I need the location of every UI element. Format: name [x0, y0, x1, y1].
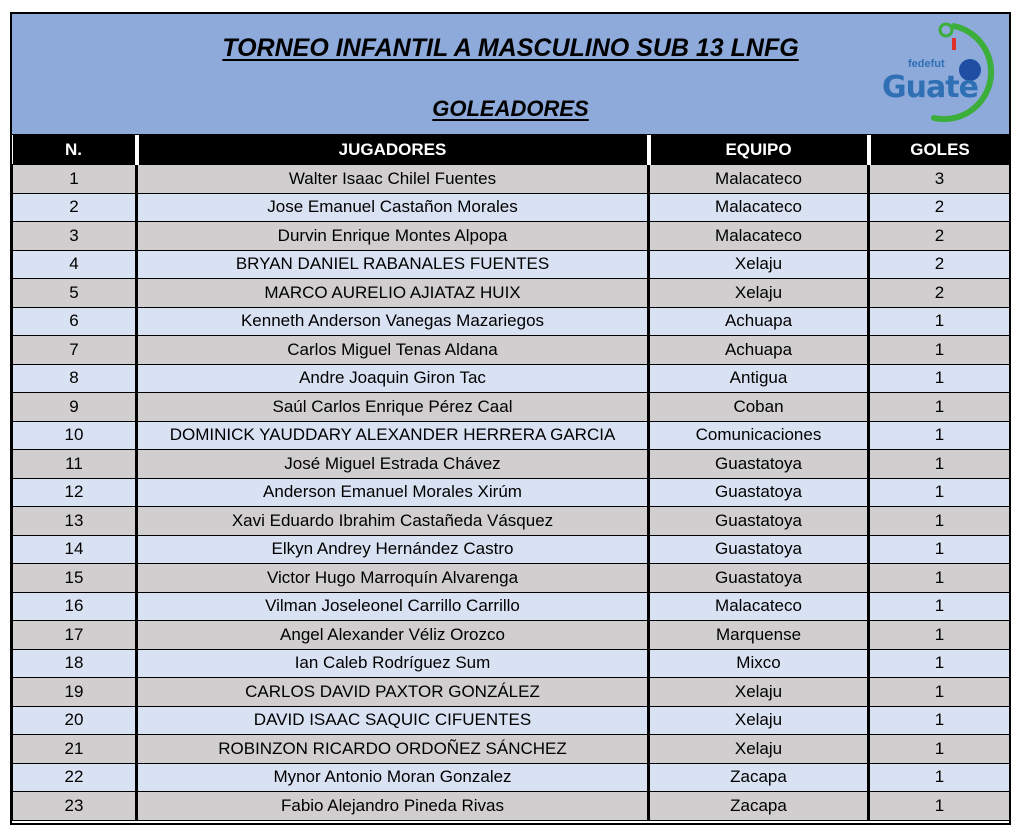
- cell-player: José Miguel Estrada Chávez: [137, 450, 649, 479]
- logo-text: Guate: [882, 70, 978, 105]
- cell-player: Jose Emanuel Castañon Morales: [137, 193, 649, 222]
- cell-team: Zacapa: [649, 763, 869, 792]
- section-subtitle: GOLEADORES: [432, 96, 589, 121]
- table-row: [13, 336, 1010, 365]
- table-row: [13, 592, 1010, 621]
- cell-number: 22: [13, 763, 137, 792]
- cell-number: 16: [13, 592, 137, 621]
- column-header-team: EQUIPO: [649, 135, 869, 165]
- table-row: [13, 193, 1010, 222]
- cell-team: Xelaju: [649, 678, 869, 707]
- cell-goals: 1: [869, 735, 1010, 764]
- table-row: [13, 478, 1010, 507]
- cell-goals: 1: [869, 706, 1010, 735]
- cell-team: Xelaju: [649, 706, 869, 735]
- cell-player: Fabio Alejandro Pineda Rivas: [137, 792, 649, 821]
- scorers-table: [12, 135, 1010, 821]
- cell-player: Durvin Enrique Montes Alpopa: [137, 222, 649, 251]
- table-row: [13, 706, 1010, 735]
- table-body: [13, 165, 1010, 821]
- cell-number: 21: [13, 735, 137, 764]
- cell-player: Andre Joaquin Giron Tac: [137, 364, 649, 393]
- cell-player: CARLOS DAVID PAXTOR GONZÁLEZ: [137, 678, 649, 707]
- cell-player: Carlos Miguel Tenas Aldana: [137, 336, 649, 365]
- cell-goals: 1: [869, 792, 1010, 821]
- cell-player: Xavi Eduardo Ibrahim Castañeda Vásquez: [137, 507, 649, 536]
- cell-number: 12: [13, 478, 137, 507]
- cell-team: Guastatoya: [649, 564, 869, 593]
- table-row: [13, 279, 1010, 308]
- cell-team: Antigua: [649, 364, 869, 393]
- cell-team: Guastatoya: [649, 450, 869, 479]
- cell-team: Achuapa: [649, 307, 869, 336]
- cell-team: Malacateco: [649, 193, 869, 222]
- cell-goals: 1: [869, 364, 1010, 393]
- cell-player: Anderson Emanuel Morales Xirúm: [137, 478, 649, 507]
- cell-number: 10: [13, 421, 137, 450]
- table-header-row: [13, 135, 1010, 165]
- cell-team: Coban: [649, 393, 869, 422]
- table-row: [13, 735, 1010, 764]
- cell-goals: 1: [869, 649, 1010, 678]
- cell-goals: 1: [869, 621, 1010, 650]
- cell-goals: 1: [869, 678, 1010, 707]
- cell-player: Walter Isaac Chilel Fuentes: [137, 165, 649, 194]
- table-row: [13, 564, 1010, 593]
- logo-small-text: fedefut: [908, 58, 945, 70]
- cell-number: 23: [13, 792, 137, 821]
- table-row: [13, 792, 1010, 821]
- cell-goals: 1: [869, 336, 1010, 365]
- cell-goals: 1: [869, 393, 1010, 422]
- column-header-player: JUGADORES: [137, 135, 649, 165]
- cell-number: 20: [13, 706, 137, 735]
- cell-goals: 1: [869, 592, 1010, 621]
- cell-team: Xelaju: [649, 279, 869, 308]
- table-row: [13, 649, 1010, 678]
- table-row: [13, 307, 1010, 336]
- cell-player: Mynor Antonio Moran Gonzalez: [137, 763, 649, 792]
- cell-number: 14: [13, 535, 137, 564]
- cell-goals: 2: [869, 193, 1010, 222]
- cell-team: Zacapa: [649, 792, 869, 821]
- cell-player: DAVID ISAAC SAQUIC CIFUENTES: [137, 706, 649, 735]
- table-row: [13, 222, 1010, 251]
- cell-goals: 1: [869, 421, 1010, 450]
- cell-number: 3: [13, 222, 137, 251]
- table-row: [13, 364, 1010, 393]
- cell-number: 4: [13, 250, 137, 279]
- cell-team: Guastatoya: [649, 478, 869, 507]
- cell-player: Kenneth Anderson Vanegas Mazariegos: [137, 307, 649, 336]
- cell-player: MARCO AURELIO AJIATAZ HUIX: [137, 279, 649, 308]
- table-row: [13, 450, 1010, 479]
- cell-team: Malacateco: [649, 222, 869, 251]
- cell-team: Marquense: [649, 621, 869, 650]
- cell-team: Comunicaciones: [649, 421, 869, 450]
- cell-team: Xelaju: [649, 735, 869, 764]
- cell-number: 19: [13, 678, 137, 707]
- cell-player: Vilman Joseleonel Carrillo Carrillo: [137, 592, 649, 621]
- cell-number: 5: [13, 279, 137, 308]
- cell-number: 11: [13, 450, 137, 479]
- cell-number: 18: [13, 649, 137, 678]
- cell-team: Guastatoya: [649, 535, 869, 564]
- cell-number: 8: [13, 364, 137, 393]
- cell-number: 7: [13, 336, 137, 365]
- cell-player: ROBINZON RICARDO ORDOÑEZ SÁNCHEZ: [137, 735, 649, 764]
- cell-player: Saúl Carlos Enrique Pérez Caal: [137, 393, 649, 422]
- column-header-number: N.: [13, 135, 137, 165]
- cell-number: 9: [13, 393, 137, 422]
- table-row: [13, 393, 1010, 422]
- cell-goals: 1: [869, 307, 1010, 336]
- column-header-goals: GOLES: [869, 135, 1010, 165]
- table-row: [13, 763, 1010, 792]
- fedefut-logo: [874, 18, 1004, 126]
- cell-goals: 1: [869, 564, 1010, 593]
- cell-player: Elkyn Andrey Hernández Castro: [137, 535, 649, 564]
- cell-team: Guastatoya: [649, 507, 869, 536]
- cell-player: Ian Caleb Rodríguez Sum: [137, 649, 649, 678]
- sheet-header: [12, 14, 1009, 135]
- cell-goals: 2: [869, 250, 1010, 279]
- cell-player: Victor Hugo Marroquín Alvarenga: [137, 564, 649, 593]
- cell-number: 15: [13, 564, 137, 593]
- cell-number: 13: [13, 507, 137, 536]
- table-row: [13, 250, 1010, 279]
- cell-goals: 1: [869, 507, 1010, 536]
- table-row: [13, 535, 1010, 564]
- table-row: [13, 678, 1010, 707]
- cell-goals: 2: [869, 279, 1010, 308]
- cell-number: 17: [13, 621, 137, 650]
- cell-team: Malacateco: [649, 592, 869, 621]
- cell-player: BRYAN DANIEL RABANALES FUENTES: [137, 250, 649, 279]
- cell-team: Achuapa: [649, 336, 869, 365]
- cell-goals: 3: [869, 165, 1010, 194]
- cell-team: Mixco: [649, 649, 869, 678]
- cell-goals: 1: [869, 535, 1010, 564]
- table-row: [13, 165, 1010, 194]
- cell-goals: 1: [869, 450, 1010, 479]
- table-row: [13, 621, 1010, 650]
- table-row: [13, 421, 1010, 450]
- cell-goals: 1: [869, 763, 1010, 792]
- cell-team: Xelaju: [649, 250, 869, 279]
- cell-number: 1: [13, 165, 137, 194]
- tournament-title: TORNEO INFANTIL A MASCULINO SUB 13 LNFG: [222, 34, 799, 62]
- cell-player: Angel Alexander Véliz Orozco: [137, 621, 649, 650]
- cell-goals: 2: [869, 222, 1010, 251]
- cell-number: 2: [13, 193, 137, 222]
- table-row: [13, 507, 1010, 536]
- scorers-sheet: [10, 12, 1011, 825]
- cell-number: 6: [13, 307, 137, 336]
- cell-team: Malacateco: [649, 165, 869, 194]
- cell-player: DOMINICK YAUDDARY ALEXANDER HERRERA GARCIA: [137, 421, 649, 450]
- cell-goals: 1: [869, 478, 1010, 507]
